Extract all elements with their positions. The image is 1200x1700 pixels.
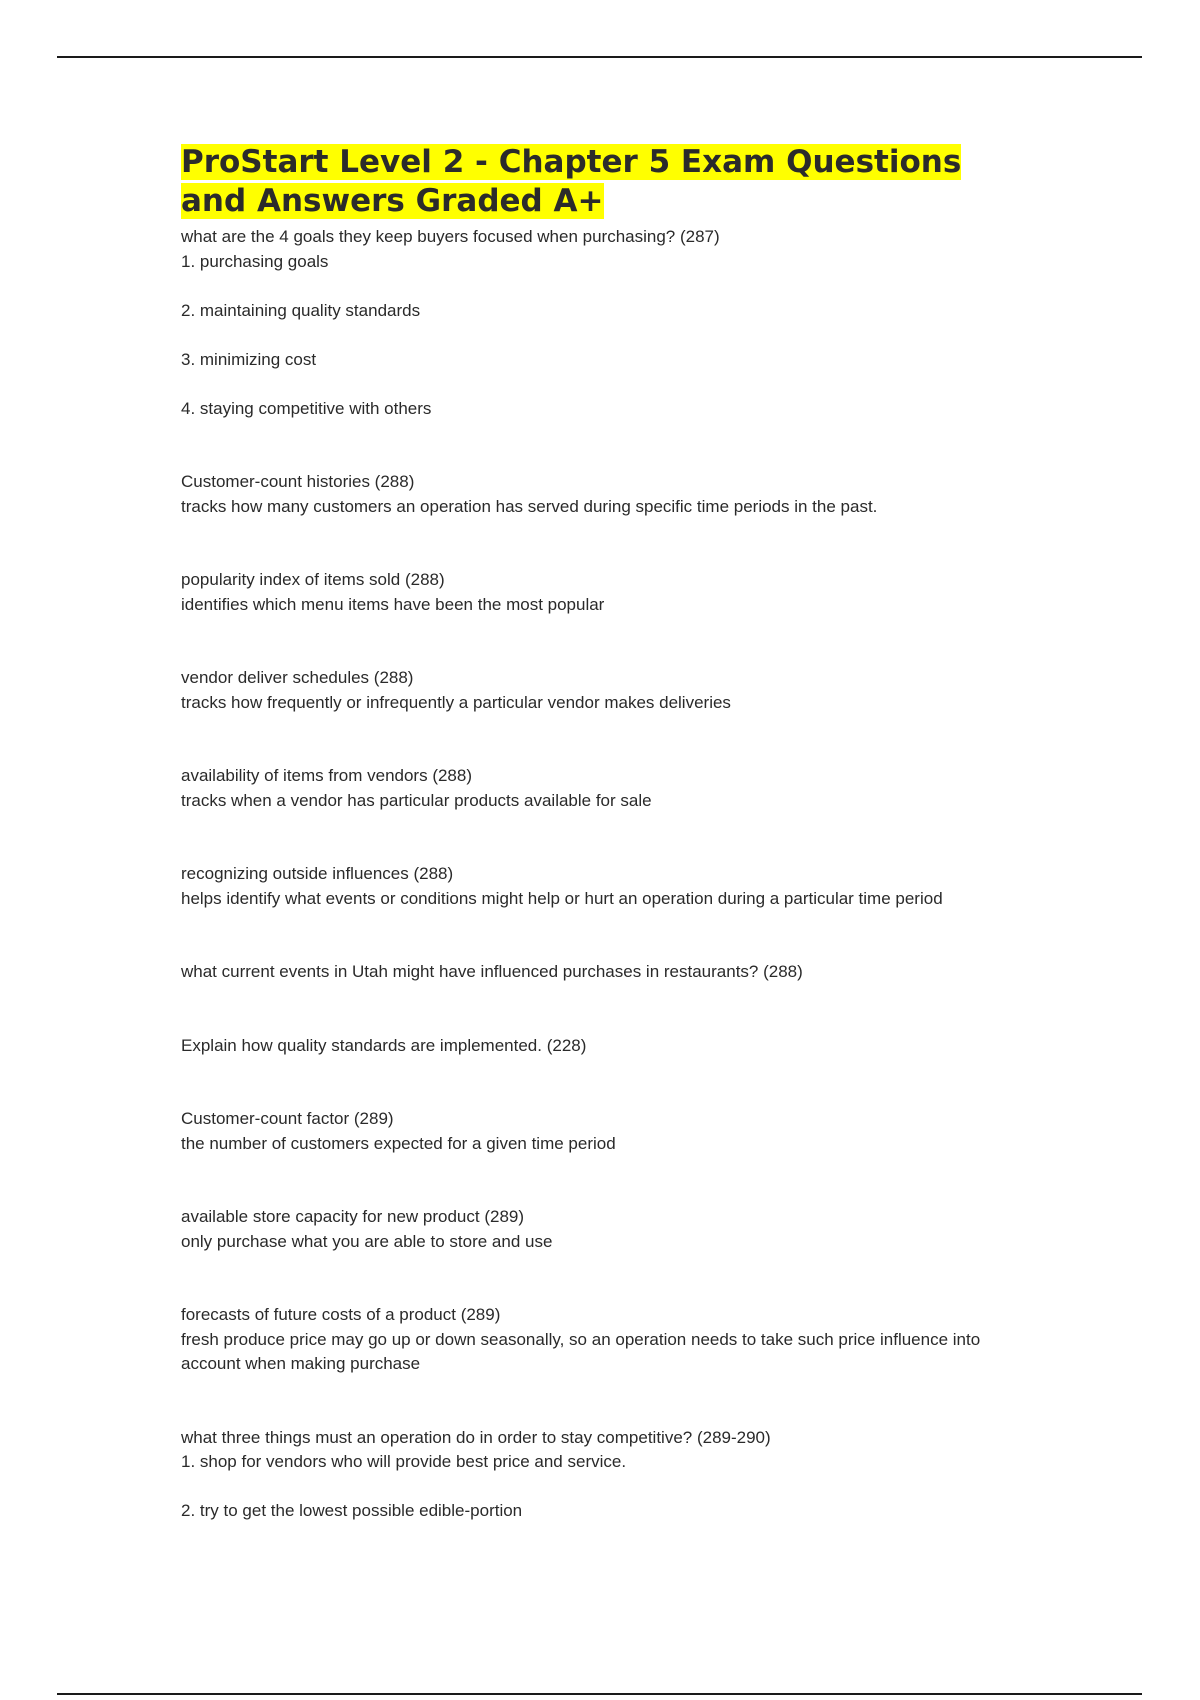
qa-block [181,862,1031,911]
qa-block [181,225,1031,421]
answer-line: tracks how many customers an operation has served during specific time periods in the past. [181,496,878,516]
header-rule [57,56,1142,58]
title-highlight: ProStart Level 2 - Chapter 5 Exam Questions and Answers Graded A+ [181,144,962,219]
answer-line: tracks how frequently or infrequently a particular vendor makes deliveries [181,692,731,712]
answer-line: 2. try to get the lowest possible edible-portion [181,1501,523,1520]
answer-line: identifies which menu items have been the most popular [181,594,605,614]
answer-line: only purchase what you are able to store and use [181,1231,553,1251]
answer-line: 4. staying competitive with others [181,398,432,418]
question-text: available store capacity for new product (289) [181,1207,525,1226]
question-text: popularity index of items sold (288) [181,570,445,589]
answer-line: 2. maintaining quality standards [181,300,421,320]
question-text: vendor deliver schedules (288) [181,668,414,687]
answer-line: 1. shop for vendors who will provide best price and service. [181,1452,627,1471]
question-text: what are the 4 goals they keep buyers focused when purchasing? (287) [181,227,720,246]
answer-line: fresh produce price may go up or down seasonally, so an operation needs to take such price influence into account when making purchase [181,1329,981,1373]
question-text: recognizing outside influences (288) [181,864,454,883]
qa-block [181,568,1031,617]
question-text: availability of items from vendors (288) [181,766,473,785]
qa-block [181,1107,1031,1156]
question-text: Customer-count factor (289) [181,1109,394,1128]
document-body [181,143,1031,1524]
question-text: Explain how quality standards are implemented. (228) [181,1035,587,1055]
question-text: what three things must an operation do in order to stay competitive? (289-290) [181,1427,771,1447]
qa-block [181,666,1031,715]
document-title [181,143,1031,221]
qa-block [181,1205,1031,1254]
question-text: Customer-count histories (288) [181,472,415,491]
question-text: what current events in Utah might have influenced purchases in restaurants? (288) [181,962,803,981]
qa-block [181,1034,1031,1059]
question-text: forecasts of future costs of a product (289) [181,1305,501,1324]
answer-line: tracks when a vendor has particular products available for sale [181,790,652,810]
footer-rule [57,1693,1142,1695]
answer-line: 1. purchasing goals [181,251,329,271]
qa-block [181,960,1031,985]
qa-block [181,1303,1031,1377]
qa-block [181,764,1031,813]
answer-line: the number of customers expected for a given time period [181,1133,616,1153]
qa-block [181,470,1031,519]
answer-line: helps identify what events or conditions might help or hurt an operation during a particular time period [181,888,943,908]
qa-block [181,1426,1031,1524]
answer-line: 3. minimizing cost [181,349,317,369]
